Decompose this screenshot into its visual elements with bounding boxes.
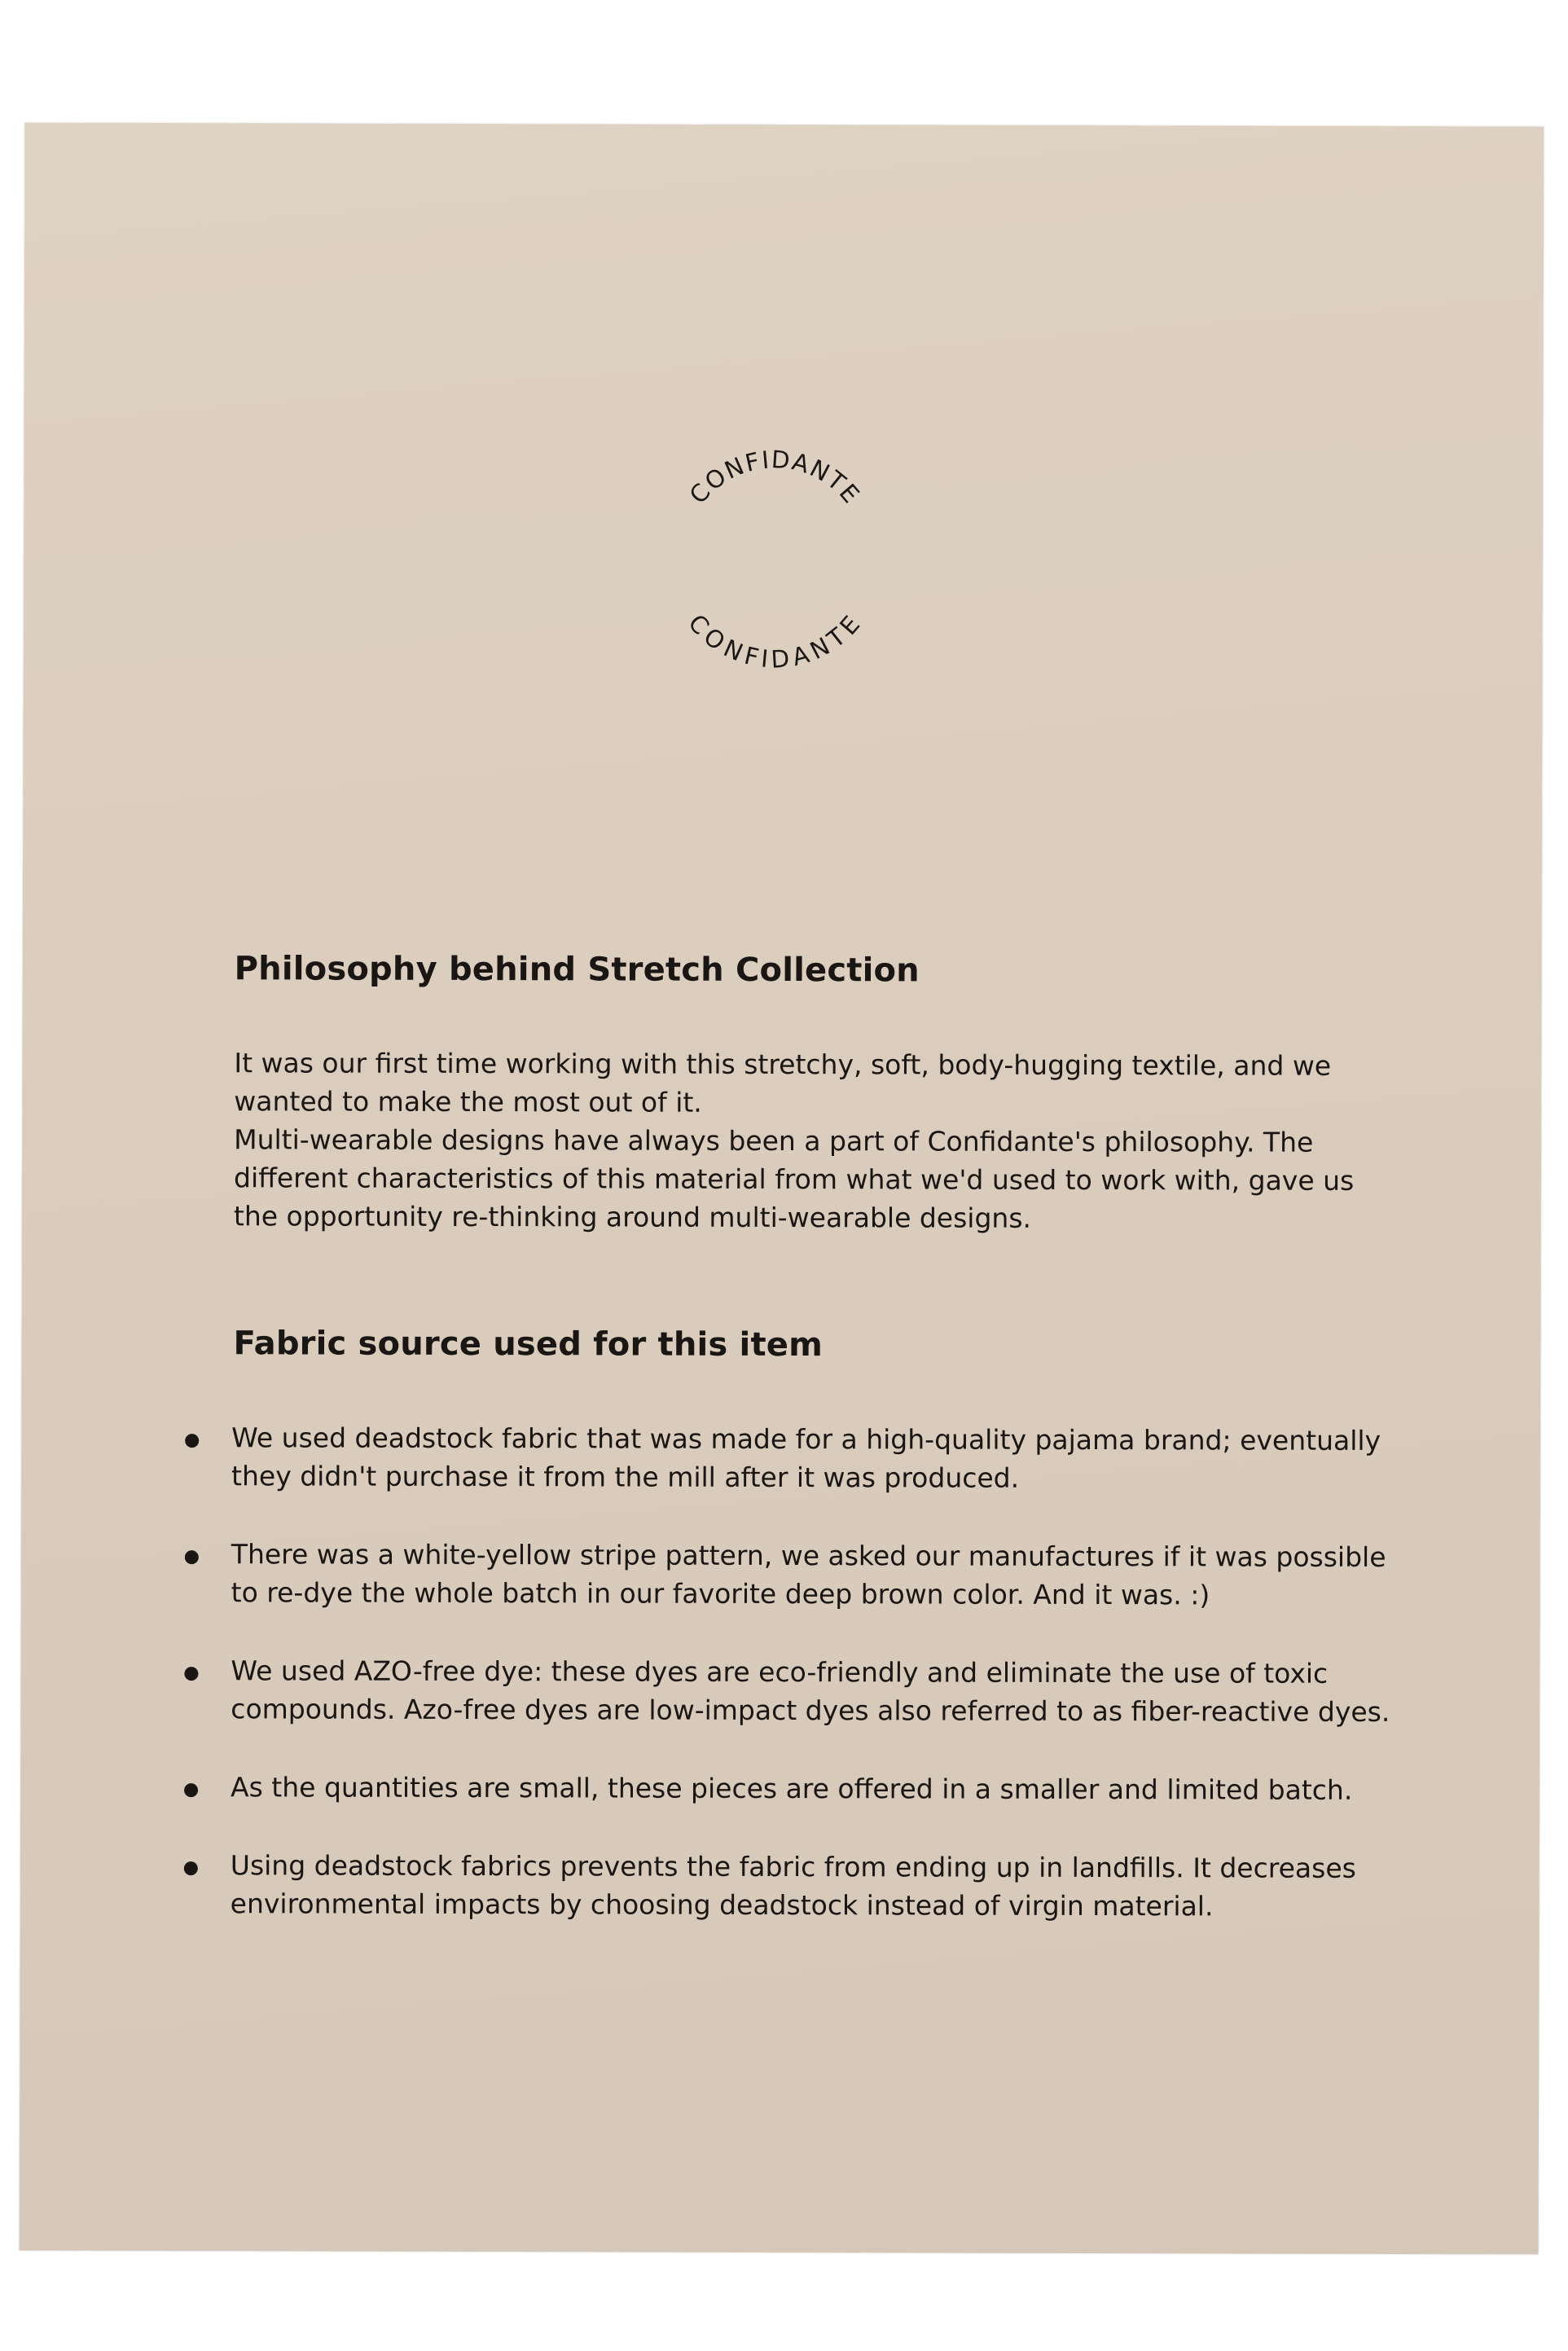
bullet-icon (184, 1861, 198, 1875)
bullet-icon (185, 1550, 199, 1564)
fabric-heading: Fabric source used for this item (233, 1325, 824, 1364)
list-item-text: We used deadstock fabric that was made for a high-quality pajama brand; eventually they didn't purchase it from the mill after it was produced. (231, 1422, 1381, 1494)
list-item-text: Using deadstock fabrics prevents the fabric from ending up in landfills. It decreases environmental impacts by choosing deadstock instead of virgin material. (230, 1849, 1356, 1923)
list-item (204, 1768, 1401, 1809)
philosophy-heading: Philosophy behind Stretch Collection (234, 950, 920, 990)
philosophy-paragraph-2: Multi-wearable designs have always been a part of Confidante's philosophy. The different characteristics of this material from what we'd used to work with, gave us the opportunity re-thinking around multi-wearable designs. (233, 1123, 1355, 1234)
list-item (204, 1418, 1402, 1498)
list-item-text: As the quantities are small, these pieces are offered in a smaller and limited batch. (231, 1771, 1353, 1806)
logo-ring-svg (655, 439, 895, 679)
bullet-icon (185, 1434, 199, 1448)
paper-sheet (20, 123, 1544, 2255)
philosophy-body (234, 1044, 1359, 1238)
confidante-circular-logo (655, 439, 895, 679)
list-item-text: There was a white-yellow stripe pattern, we asked our manufactures if it was possible to re-dye the whole batch in our favorite deep brown color. And it was. :) (231, 1538, 1386, 1611)
list-item (204, 1535, 1402, 1615)
list-item (204, 1846, 1401, 1926)
document-content (206, 938, 1395, 1923)
philosophy-paragraph-1: It was our first time working with this stretchy, soft, body-hugging textile, and we wanted to make the most out of it. (234, 1047, 1332, 1118)
bullet-icon (184, 1667, 198, 1681)
logo-ring-top-text: CONFIDANTE (683, 445, 866, 510)
list-item-text: We used AZO-free dye: these dyes are eco-friendly and eliminate the use of toxic compounds. Azo-free dyes are low-impact dyes also referred to as fiber-reactive dyes. (231, 1654, 1390, 1728)
fabric-bullet-list (204, 1418, 1403, 1966)
logo-ring-bottom-text: CONFIDANTE (683, 609, 867, 674)
bullet-icon (184, 1783, 198, 1797)
list-item (204, 1651, 1401, 1731)
